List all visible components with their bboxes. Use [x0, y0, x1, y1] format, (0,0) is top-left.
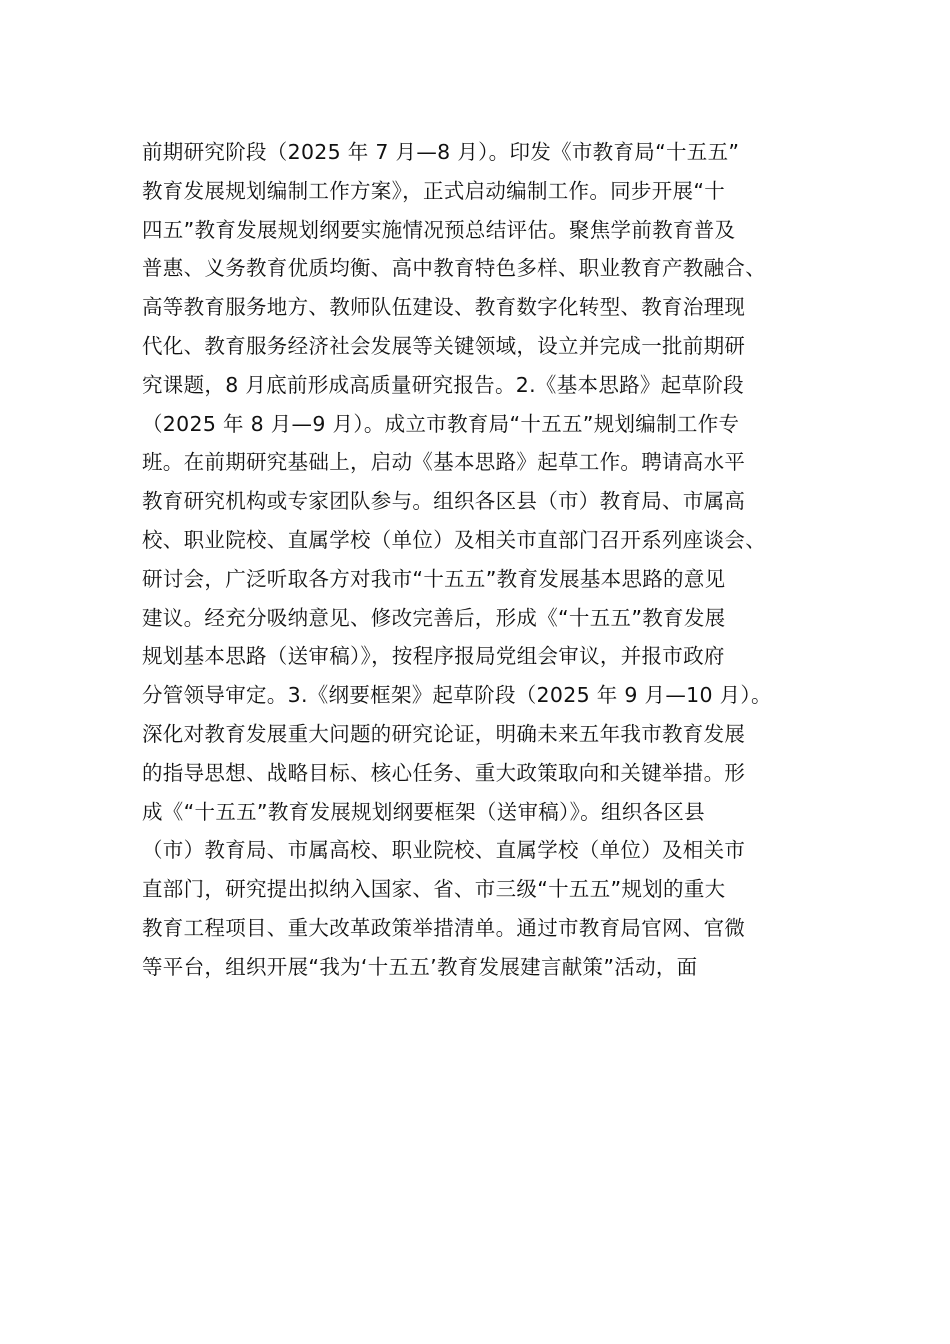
text-line: 直部门，研究提出拟纳入国家、省、市三级“十五五”规划的重大 — [142, 877, 726, 902]
body-paragraph — [142, 133, 832, 987]
text-line: 高等教育服务地方、教师队伍建设、教育数字化转型、教育治理现 — [142, 295, 746, 320]
text-line: 教育工程项目、重大改革政策举措清单。通过市教育局官网、官微 — [142, 915, 746, 940]
text-line: 深化对教育发展重大问题的研究论证，明确未来五年我市教育发展 — [142, 721, 746, 746]
text-line: 研讨会，广泛听取各方对我市“十五五”教育发展基本思路的意见 — [142, 566, 726, 591]
text-line: 规划基本思路（送审稿）》，按程序报局党组会审议，并报市政府 — [142, 644, 725, 669]
text-line: （市）教育局、市属高校、职业院校、直属学校（单位）及相关市 — [142, 838, 746, 863]
text-line: 普惠、义务教育优质均衡、高中教育特色多样、职业教育产教融合、 — [142, 256, 766, 281]
text-line: 前期研究阶段（2025 年 7 月—8 月）。印发《市教育局“十五五” — [142, 140, 740, 164]
text-line: 等平台，组织开展“我为‘十五五’教育发展建言献策”活动，面 — [142, 954, 698, 979]
text-line: 校、职业院校、直属学校（单位）及相关市直部门召开系列座谈会、 — [142, 527, 766, 552]
text-line: 的指导思想、战略目标、核心任务、重大政策取向和关键举措。形 — [142, 760, 746, 785]
text-line: 教育发展规划编制工作方案》，正式启动编制工作。同步开展“十 — [142, 178, 726, 203]
text-line: 究课题，8 月底前形成高质量研究报告。2.《基本思路》起草阶段 — [142, 372, 744, 397]
text-line: 四五”教育发展规划纲要实施情况预总结评估。聚焦学前教育普及 — [142, 217, 736, 242]
text-line: 教育研究机构或专家团队参与。组织各区县（市）教育局、市属高 — [142, 489, 746, 514]
text-line: 班。在前期研究基础上，启动《基本思路》起草工作。聘请高水平 — [142, 450, 746, 475]
text-line: 建议。经充分吸纳意见、修改完善后，形成《“十五五”教育发展 — [142, 605, 726, 630]
text-line: 成《“十五五”教育发展规划纲要框架（送审稿）》。组织各区县 — [142, 799, 705, 824]
text-line: 分管领导审定。3.《纲要框架》起草阶段（2025 年 9 月—10 月）。 — [142, 683, 772, 708]
text-line: （2025 年 8 月—9 月）。成立市教育局“十五五”规划编制工作专 — [142, 411, 740, 436]
text-line: 代化、教育服务经济社会发展等关键领域，设立并完成一批前期研 — [142, 333, 746, 358]
